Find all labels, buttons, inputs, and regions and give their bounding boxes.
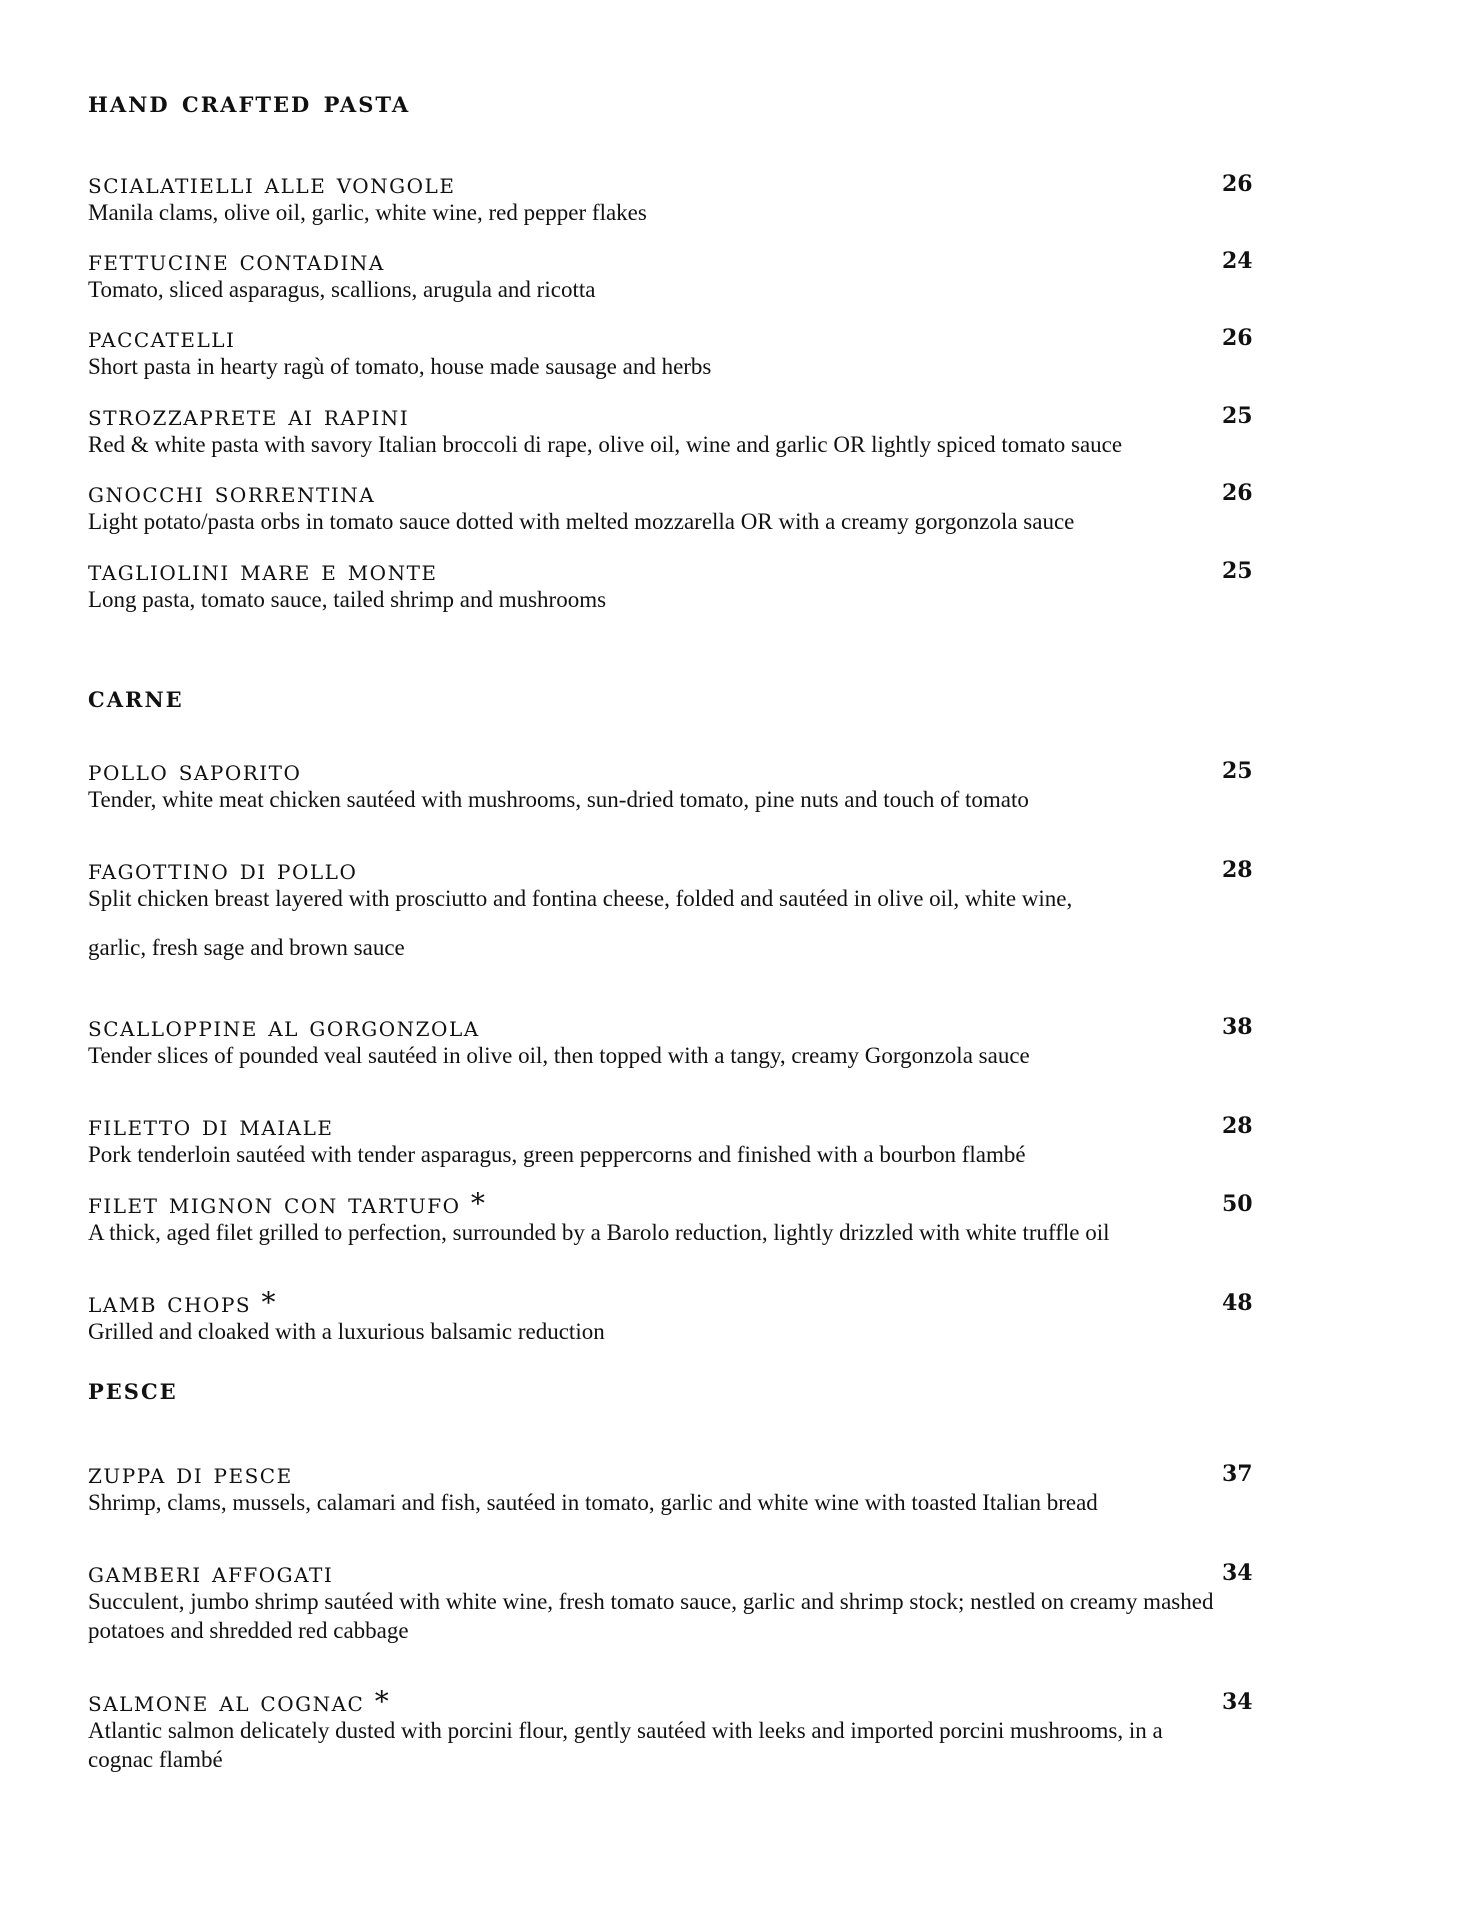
menu-item-description: Red & white pasta with savory Italian broccoli di rape, olive oil, wine and garlic OR lightly spiced tomato sauce xyxy=(88,432,1123,457)
menu-item-description: A thick, aged filet grilled to perfection, surrounded by a Barolo reduction, lightly drizzled with white truffle oil xyxy=(88,1220,1110,1245)
menu-item-name: gamberi affogati xyxy=(88,1556,334,1589)
menu-item-price: 25 xyxy=(1222,558,1253,584)
menu-item-description: Tender, white meat chicken sautéed with mushrooms, sun-dried tomato, pine nuts and touch of tomato xyxy=(88,787,1029,812)
menu-item-name: scialatielli alle vongole xyxy=(88,167,456,200)
menu-item-price: 28 xyxy=(1222,1113,1253,1139)
menu-item-description: Atlantic salmon delicately dusted with porcini flour, gently sautéed with leeks and imported porcini mushrooms, in a xyxy=(88,1718,1163,1743)
menu-item-price: 34 xyxy=(1222,1560,1253,1586)
menu-item-price: 26 xyxy=(1222,171,1253,197)
menu-item-name: fettucine contadina xyxy=(88,244,385,277)
menu-item-description: Long pasta, tomato sauce, tailed shrimp and mushrooms xyxy=(88,587,607,612)
menu-item-price: 26 xyxy=(1222,480,1253,506)
menu-item-description: potatoes and shredded red cabbage xyxy=(88,1618,409,1643)
section-title-carne: carne xyxy=(88,680,184,715)
menu-item-price: 26 xyxy=(1222,325,1253,351)
menu-item-description: Shrimp, clams, mussels, calamari and fish, sautéed in tomato, garlic and white wine with toasted Italian bread xyxy=(88,1490,1098,1515)
menu-item-price: 28 xyxy=(1222,857,1253,883)
menu-item-description: Manila clams, olive oil, garlic, white wine, red pepper flakes xyxy=(88,200,647,225)
menu-item-description: Split chicken breast layered with prosciutto and fontina cheese, folded and sautéed in olive oil, white wine, xyxy=(88,886,1073,911)
menu-item-name: filet mignon con tartufo * xyxy=(88,1187,487,1220)
menu-item-description: Tender slices of pounded veal sautéed in olive oil, then topped with a tangy, creamy Gorgonzola sauce xyxy=(88,1043,1030,1068)
menu-item-description: Light potato/pasta orbs in tomato sauce dotted with melted mozzarella OR with a creamy gorgonzola sauce xyxy=(88,509,1075,534)
menu-item-name: scalloppine al gorgonzola xyxy=(88,1010,480,1043)
menu-item-price: 48 xyxy=(1222,1290,1253,1316)
menu-item-name: strozzaprete ai rapini xyxy=(88,399,410,432)
menu-item-name: pollo saporito xyxy=(88,754,302,787)
menu-item-price: 37 xyxy=(1222,1461,1253,1487)
menu-item-name: tagliolini mare e monte xyxy=(88,554,438,587)
menu-item-price: 25 xyxy=(1222,758,1253,784)
menu-item-description: cognac flambé xyxy=(88,1747,223,1772)
menu-item-name: filetto di maiale xyxy=(88,1109,334,1142)
menu-item-name: lamb chops * xyxy=(88,1286,277,1319)
menu-item-description: Grilled and cloaked with a luxurious balsamic reduction xyxy=(88,1319,605,1344)
menu-item-description: Pork tenderloin sautéed with tender asparagus, green peppercorns and finished with a bourbon flambé xyxy=(88,1142,1026,1167)
menu-item-name: zuppa di pesce xyxy=(88,1457,293,1490)
menu-item-price: 34 xyxy=(1222,1689,1253,1715)
menu-item-description: Tomato, sliced asparagus, scallions, arugula and ricotta xyxy=(88,277,596,302)
menu-item-description: Succulent, jumbo shrimp sautéed with white wine, fresh tomato sauce, garlic and shrimp stock; nestled on creamy mashed xyxy=(88,1589,1214,1614)
menu-item-price: 50 xyxy=(1222,1191,1253,1217)
menu-item-price: 24 xyxy=(1222,248,1253,274)
section-title-pasta: hand crafted pasta xyxy=(88,85,411,120)
menu-item-name: paccatelli xyxy=(88,321,236,354)
menu-item-name: fagottino di pollo xyxy=(88,853,358,886)
menu-item-name: salmone al cognac * xyxy=(88,1685,391,1718)
menu-item-description: garlic, fresh sage and brown sauce xyxy=(88,935,405,960)
menu-item-price: 25 xyxy=(1222,403,1253,429)
menu-item-price: 38 xyxy=(1222,1014,1253,1040)
menu-item-description: Short pasta in hearty ragù of tomato, house made sausage and herbs xyxy=(88,354,712,379)
section-title-pesce: pesce xyxy=(88,1372,178,1407)
menu-item-name: gnocchi sorrentina xyxy=(88,476,376,509)
